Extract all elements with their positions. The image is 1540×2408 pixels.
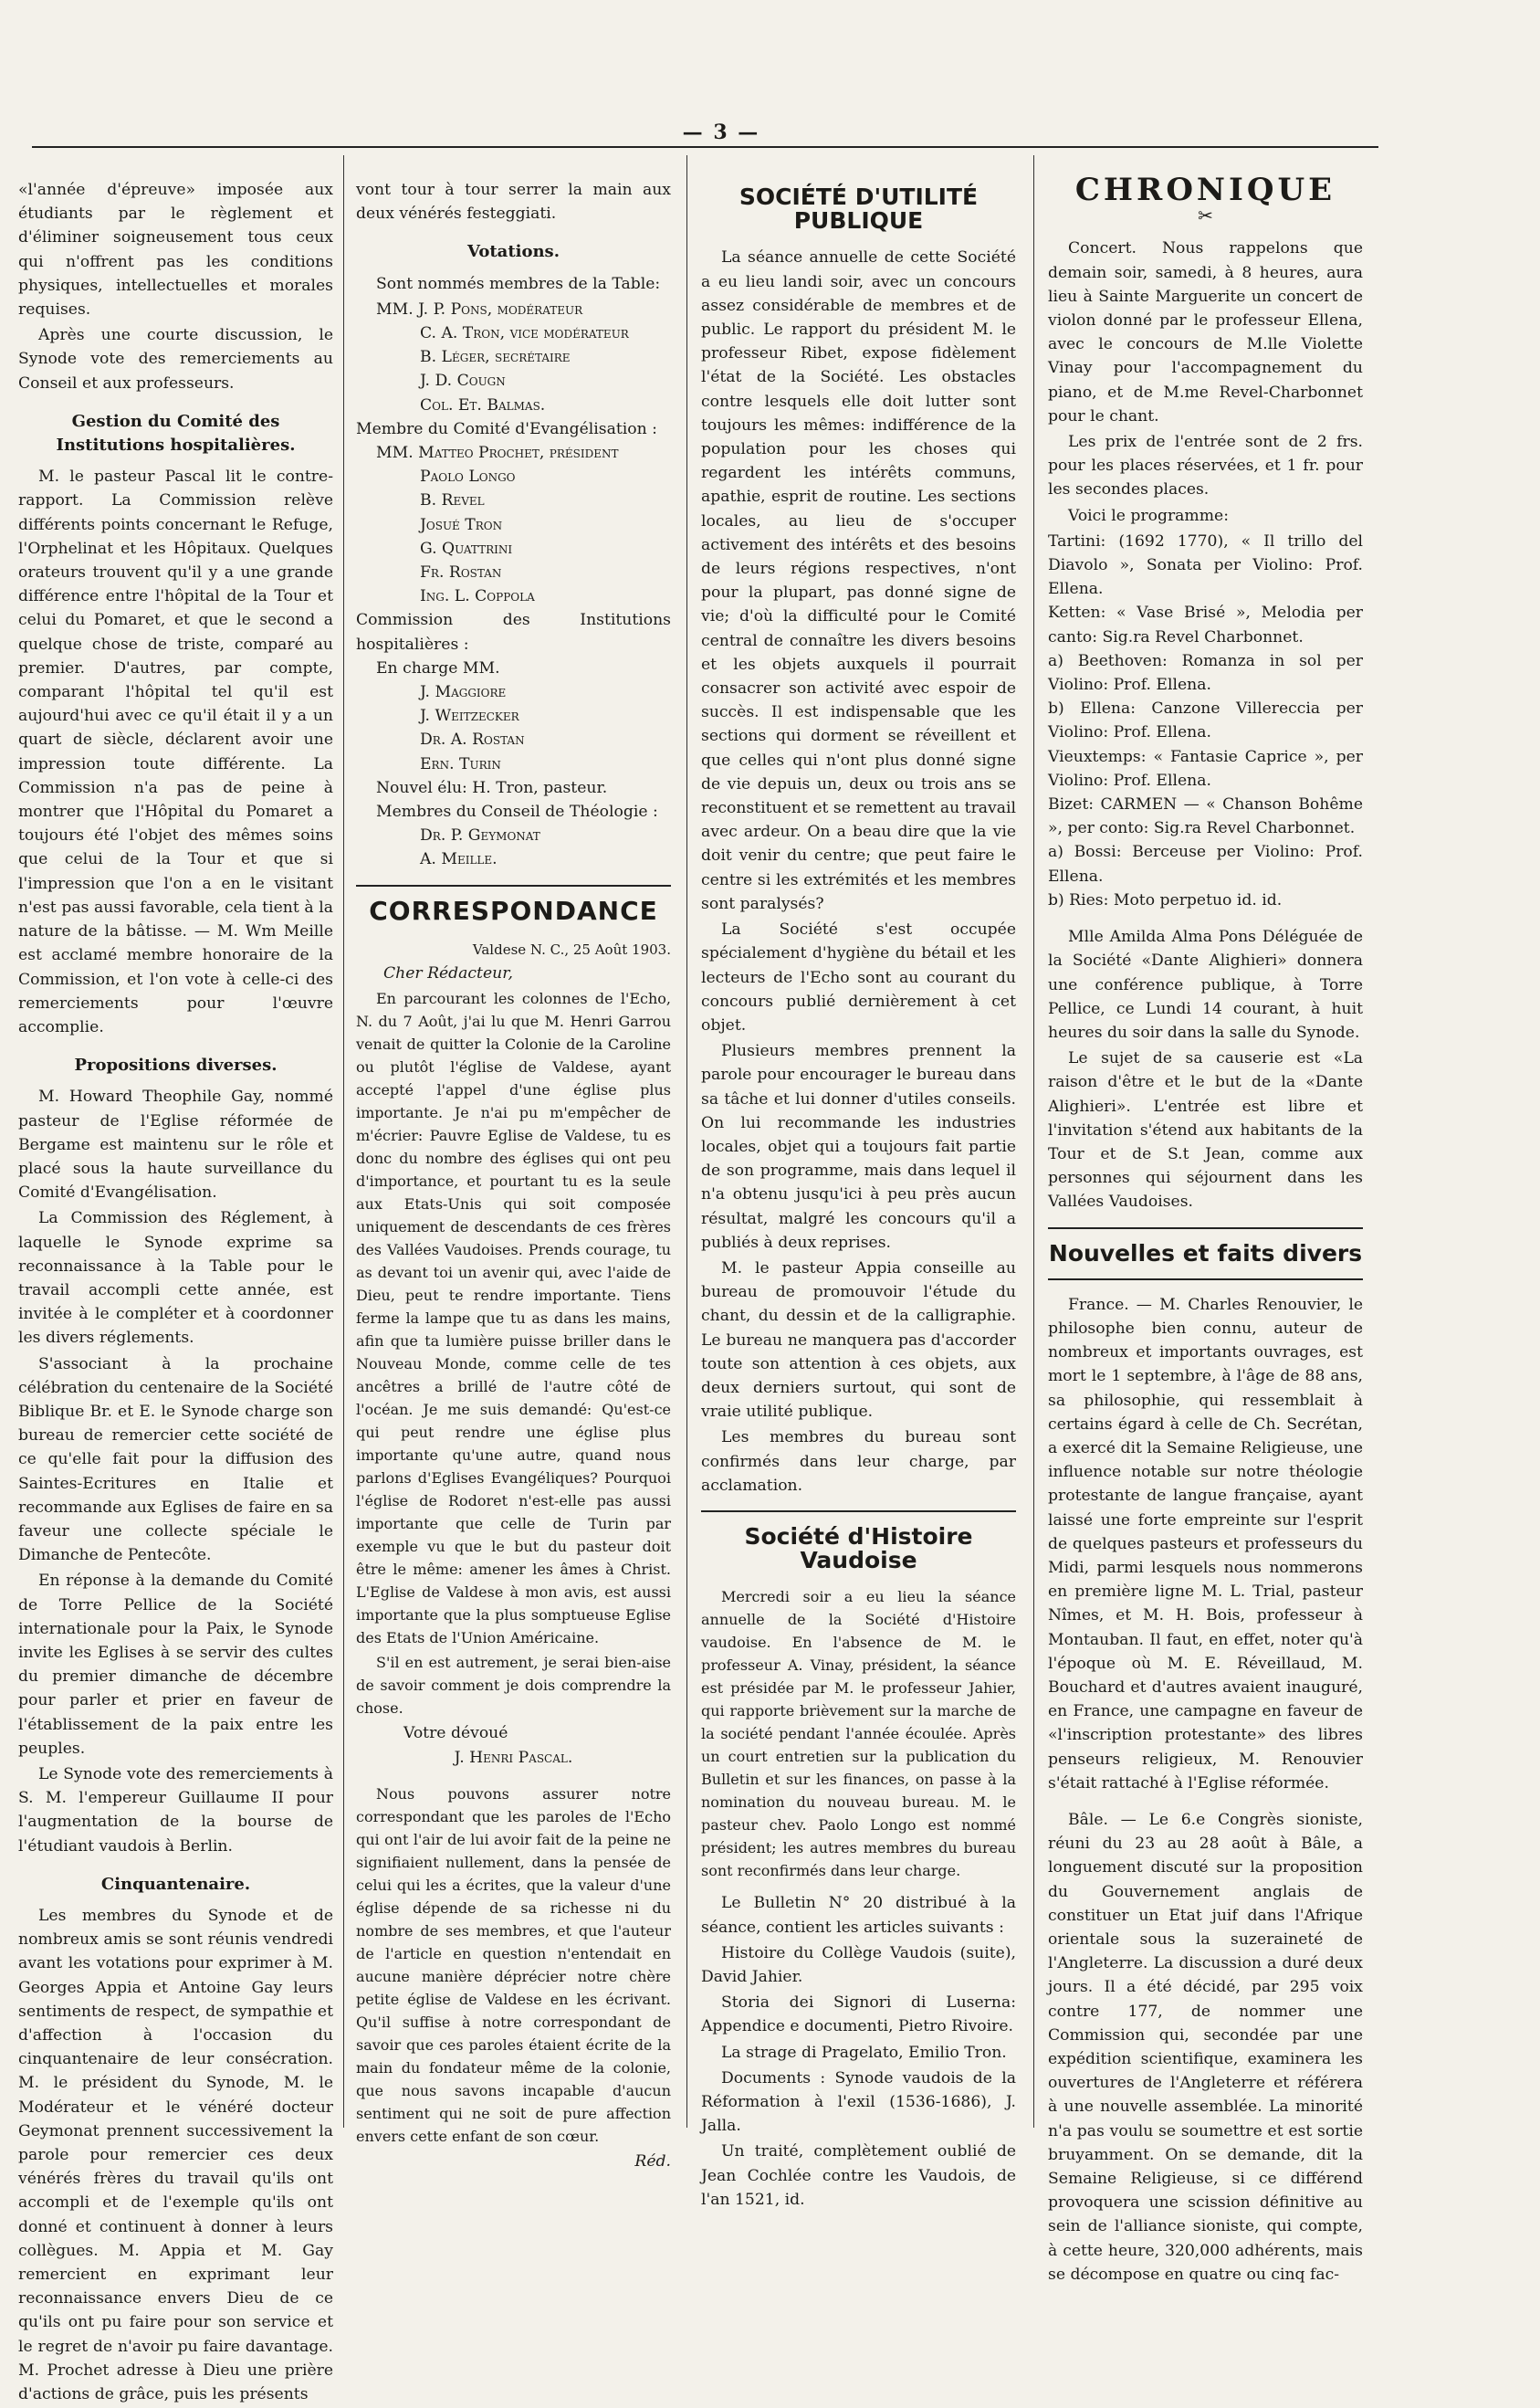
list-item: B. Revel xyxy=(420,491,485,510)
list-item: MM. Matteo Prochet, président xyxy=(376,444,619,463)
list-item: Dr. A. Rostan xyxy=(420,731,525,750)
program-item: Bizet: CARMEN — « Chanson Bohême », per conto: Sig.ra Revel Charbonnet. xyxy=(1048,795,1363,838)
paragraph: Nouvel élu: H. Tron, pasteur. xyxy=(376,778,608,797)
paragraph: Mercredi soir a eu lieu la séance annuelle de la Société d'Histoire vaudoise. En l'absence de M. le professeur A. Vinay, président, la séance est présidée par M. le professeur Jahier, qui rapporte brièvement sur la marche de la société pendant l'année écoulée. Après un court entretien sur la publication du Bulletin et sur les finances, on passe à la nomination du nouveau bureau. M. le pasteur chev. Paolo Longo est nommé président; les autres membres du bureau sont reconfirmés dans leur charge. xyxy=(701,1588,1016,1880)
program-item: Vieuxtemps: « Fantasie Caprice », per Violino: Prof. Ellena. xyxy=(1048,747,1363,790)
paragraph: vont tour à tour serrer la main aux deux vénérés festeggiati. xyxy=(356,181,671,224)
program-item: a) Beethoven: Romanza in sol per Violino: Prof. Ellena. xyxy=(1048,651,1363,695)
section-heading: CORRESPONDANCE xyxy=(369,895,658,926)
list-item: C. A. Tron, vice modérateur xyxy=(420,324,629,343)
letter-greeting: Cher Rédacteur, xyxy=(383,964,513,983)
list-item: J. D. Cougn xyxy=(420,372,506,391)
paragraph: En charge MM. xyxy=(376,658,500,678)
list-item: J. Weitzecker xyxy=(420,707,519,726)
section-heading: Société d'Histoire Vaudoise xyxy=(744,1522,973,1574)
paragraph: Le Bulletin N° 20 distribué à la séance, contient les articles suivants : xyxy=(701,1894,1016,1937)
paragraph: Les membres du bureau sont confirmés dans leur charge, par acclamation. xyxy=(701,1428,1016,1495)
column-3 xyxy=(701,178,1016,2213)
section-heading: CHRONIQUE xyxy=(1074,172,1336,208)
section-heading: SOCIÉTÉ D'UTILITÉ PUBLIQUE xyxy=(739,184,979,235)
column-1 xyxy=(18,178,333,2408)
list-item: J. Maggiore xyxy=(420,683,507,702)
program-item: Ketten: « Vase Brisé », Melodia per canto: Sig.ra Revel Charbonnet. xyxy=(1048,604,1363,647)
section-heading: Votations. xyxy=(467,242,560,262)
paragraph: S'il en est autrement, je serai bien-aise de savoir comment je dois comprendre la chose. xyxy=(356,1654,671,1718)
list-item: Paolo Longo xyxy=(420,468,516,487)
paragraph: Voici le programme: xyxy=(1068,506,1229,525)
section-divider xyxy=(1048,1278,1363,1280)
column-2 xyxy=(356,178,671,2173)
column-divider xyxy=(686,155,687,2128)
paragraph: En parcourant les colonnes de l'Echo, N. du 7 Août, j'ai lu que M. Henri Garrou venait de quitter la Colonie de la Caroline ou plutôt l'église de Valdese, ayant accepté l'appel d'une église plus importante. Je n'ai pu m'empêcher de m'écrier: Pauvre Eglise de Valdese, tu es donc du nombre des églises qui ont peu d'importance, et pourtant tu es la seule aux Etats-Unis qui soit composée uniquement de descendants de ces frères des Vallées Vaudoises. Prends courage, tu as devant toi un avenir qui, avec l'aide de Dieu, peut te rendre importante. Tiens ferme la lampe que tu as dans les mains, afin que ta lumière puisse briller dans le Nouveau Monde, comme celle de tes ancêtres a brillé de l'autre côté de l'océan. Je me suis demandé: Qu'est-ce qui peut rendre une église plus importante qu'une autre, quand nous parlons d'Eglises Evangéliques? Pourquoi l'église de Rodoret n'est-elle pas aussi importante que celle de Turin par exemple vu que le but du pasteur doit être le même: amener les âmes à Christ. L'Eglise de Valdese à mon avis, est aussi importante que la plus somptueuse Eglise des Etats de l'Union Américaine. xyxy=(356,990,671,1647)
program-item: Tartini: (1692 1770), « Il trillo del Diavolo », Sonata per Violino: Prof. Ellena. xyxy=(1048,531,1363,599)
program-item: a) Bossi: Berceuse per Violino: Prof. Ellena. xyxy=(1048,843,1363,886)
program-item: b) Ellena: Canzone Villereccia per Violino: Prof. Ellena. xyxy=(1048,699,1363,742)
section-divider xyxy=(1048,1227,1363,1229)
paragraph: Storia dei Signori di Luserna: Appendice e documenti, Pietro Rivoire. xyxy=(701,1993,1016,2036)
section-divider xyxy=(701,1510,1016,1512)
paragraph: La séance annuelle de cette Société a eu lieu landi soir, avec un concours assez considérable de membres et de public. Le rapport du président M. le professeur Ribet, expose fidèlement l'état de la Société. Les obstacles contre lesquels elle doit lutter sont toujours les mêmes: indifférence de la population pour les choses qui regardent les intérêts communs, apathie, esprit de routine. Les sections locales, au lieu de s'occuper activement des intérêts et des besoins de leurs régions respectives, n'ont pour la plupart, pas donné signe de vie; d'où la difficulté pour le Comité central de connaître les divers besoins et les objets auxquels il pourrait consacrer son activité avec espoir de succès. Il est indispensable que les sections qui dorment se réveillent et que celles qui n'ont plus donné signe de vie depuis un, deux ou trois ans se reconstituent et se remettent au travail avec ardeur. On a beau dire que la vie doit venir du centre; que peut faire le centre si les extrémités et les membres sont paralysés? xyxy=(701,248,1016,913)
paragraph: Commission des Institutions hospitalières : xyxy=(356,611,671,654)
list-item: MM. J. P. Pons, modérateur xyxy=(376,300,583,319)
paragraph: Documents : Synode vaudois de la Réformation à l'exil (1536-1686), J. Jalla. xyxy=(701,2068,1016,2136)
editor-signature: Réd. xyxy=(634,2151,671,2171)
column-divider xyxy=(1033,155,1034,2128)
signature-line: Votre dévoué xyxy=(403,1724,508,1743)
list-item: Ing. L. Coppola xyxy=(420,587,535,606)
letter-date: Valdese N. C., 25 Août 1903. xyxy=(472,941,671,958)
paragraph: La Société s'est occupée spécialement d'hygiène du bétail et les lecteurs de l'Echo sont au courant du concours publié dernièrement à cet objet. xyxy=(701,920,1016,1035)
page-number: — 3 — xyxy=(682,121,760,144)
paragraph: Concert. Nous rappelons que demain soir, samedi, à 8 heures, aura lieu à Sainte Marguerite un concert de violon donné par le professeur Ellena, avec le concours de M.lle Violette Vinay pour l'accompagnement du piano, et de M.me Revel-Charbonnet pour le chant. xyxy=(1048,239,1363,426)
section-heading: Cinquantenaire. xyxy=(100,1874,251,1894)
paragraph: Plusieurs membres prennent la parole pour encourager le bureau dans sa tâche et lui donner d'utiles conseils. On lui recommande les industries locales, objet qui a toujours fait partie de son programme, mais dans lequel il n'a obtenu jusqu'ici à peu près aucun résultat, malgré les concours qu'il a publiés à deux reprises. xyxy=(701,1042,1016,1252)
paragraph: La strage di Pragelato, Emilio Tron. xyxy=(721,2043,1007,2062)
list-item: G. Quattrini xyxy=(420,539,513,558)
column-divider xyxy=(343,155,344,2128)
paragraph: Nous pouvons assurer notre correspondant que les paroles de l'Echo qui ont l'air de lui avoir fait de la peine ne signifiaient nullement, dans la pensée de celui qui les a écrites, que la valeur d'une église dépende de sa richesse ni du nombre de ses membres, et que l'auteur de l'article en question n'entendait en aucune manière déprécier notre chère petite église de Valdese en les écrivant. Qu'il suffise à notre correspondant de savoir que ces paroles étaient écrite de la main du fondateur même de la colonie, que nous savons incapable d'aucun sentiment qui ne soit de pure affection envers cette enfant de son cœur. xyxy=(356,1784,671,2145)
list-item: A. Meille. xyxy=(420,850,498,869)
paragraph: M. le pasteur Appia conseille au bureau de promouvoir l'étude du chant, du dessin et de la calligraphie. Le bureau ne manquera pas d'accorder toute son attention à ces objets, aux deux derniers surtout, qui sont de vraie utilité publique. xyxy=(701,1258,1016,1422)
paragraph: S'associant à la prochaine célébration du centenaire de la Société Biblique Br. et E. le Synode charge son bureau de remercier cette société de ce qu'elle fait pour la diffusion des Saintes-Ecritures en Italie et recommande aux Eglises de faire en sa faveur une collecte spéciale le Dimanche de Pentecôte. xyxy=(18,1354,333,1565)
section-heading: Propositions diverses. xyxy=(74,1056,278,1076)
list-item: Josué Tron xyxy=(420,515,503,534)
paragraph: Membre du Comité d'Evangélisation : xyxy=(356,419,657,438)
paragraph: Un traité, complètement oublié de Jean Cochlée contre les Vaudois, de l'an 1521, id. xyxy=(701,2142,1016,2209)
list-item: Ern. Turin xyxy=(420,754,501,773)
paragraph: France. — M. Charles Renouvier, le philosophe bien connu, auteur de nombreux et importants ouvrages, est mort le 1 septembre, à l'âge de 88 ans, sa philosophie, qui ressemblait à certains égard à celle de Ch. Secrétan, a exercé dit la Semaine Religieuse, une influence notable sur notre théologie protestante de langue française, ayant laissé une forte empreinte sur l'esprit de quelques pasteurs et professeurs du Midi, parmi lesquels nous nommerons en première ligne M. L. Trial, pasteur Nîmes, et M. H. Bois, professeur à Montauban. Il faut, en effet, noter qu'à l'époque où M. E. Réveillaud, M. Bouchard et d'autres avaient inauguré, en France, une campagne en faveur de «l'inscription protestante» des libres penseurs religieux, M. Renouvier s'était rattaché à l'Eglise réformée. xyxy=(1048,1295,1363,1793)
list-item: B. Léger, secrétaire xyxy=(420,348,571,367)
paragraph: Mlle Amilda Alma Pons Déléguée de la Société «Dante Alighieri» donnera une conférence publique, à Torre Pellice, ce Lundi 14 courant, à huit heures du soir dans la salle du Synode. xyxy=(1048,928,1363,1042)
paragraph: Histoire du Collège Vaudois (suite), David Jahier. xyxy=(701,1943,1016,1986)
list-item: Col. Et. Balmas. xyxy=(420,395,546,415)
paragraph: La Commission des Réglement, à laquelle le Synode exprime sa reconnaissance à la Table pour le travail accompli cette année, est invitée à le compléter et à coordonner les divers réglements. xyxy=(18,1209,333,1348)
paragraph: M. le pasteur Pascal lit le contre-rapport. La Commission relève différents points concernant le Refuge, l'Orphelinat et les Hôpitaux. Quelques orateurs trouvent qu'il y a une grande différence entre l'hôpital de la Tour et celui du Pomaret, et que le second a quelque chose de triste, comparé au premier. D'autres, par compte, comparant l'hôpital tel qu'il est aujourd'hui avec ce qu'il était il y a un quart de siècle, déclarent avoir une impression toute différente. La Commission n'a pas de peine à montrer que l'Hôpital du Pomaret a toujours été l'objet des mêmes soins que celui de la Tour et que si l'impression que l'on a en le visitant n'est pas aussi favorable, cela tient à la nature de la bâtisse. — M. Wm Meille est acclamé membre honoraire de la Commission, et l'on vote à celle-ci des remerciements pour l'œuvre accomplie. xyxy=(18,468,333,1036)
paragraph: Après une courte discussion, le Synode vote des remerciements au Conseil et aux professeurs. xyxy=(18,326,333,393)
paragraph: Le Synode vote des remerciements à S. M. l'empereur Guillaume II pour l'augmentation de la bourse de l'étudiant vaudois à Berlin. xyxy=(18,1765,333,1856)
column-4 xyxy=(1048,172,1363,2288)
paragraph: «l'année d'épreuve» imposée aux étudiants par le règlement et d'éliminer soigneusement tous ceux qui n'offrent pas les conditions physiques, intellectuelles et morales requises. xyxy=(18,181,333,320)
section-heading: Gestion du Comité des Institutions hospitalières. xyxy=(56,411,296,456)
paragraph: Les prix de l'entrée sont de 2 frs. pour les places réservées, et 1 fr. pour les secondes places. xyxy=(1048,433,1363,499)
paragraph: Membres du Conseil de Théologie : xyxy=(376,803,658,822)
top-rule xyxy=(32,146,1378,148)
paragraph: Bâle. — Le 6.e Congrès sioniste, réuni du 23 au 28 août à Bâle, a longuement discuté sur la proposition du Gouvernement anglais de constituer un Etat juif dans l'Afrique orientale sous la suzeraineté de l'Angleterre. La discussion a duré deux jours. Il a été décidé, par 295 voix contre 177, de nommer une Commission qui, secondée par une expédition scientifique, examinera les ouvertures de l'Angleterre et référera à une nouvelle assemblée. La minorité n'a pas voulu se soumettre et est sortie bruyamment. On se demande, dit la Semaine Religieuse, si ce différend provoquera une scission définitive au sein de l'alliance sioniste, qui compte, à cette heure, 320,000 adhérents, mais se décompose en quatre ou cinq fac- xyxy=(1048,1811,1363,2284)
paragraph: M. Howard Theophile Gay, nommé pasteur de l'Eglise réformée de Bergame est maintenu sur le rôle et placé sous la haute surveillance du Comité d'Evangélisation. xyxy=(18,1088,333,1203)
list-item: Dr. P. Geymonat xyxy=(420,826,540,846)
section-heading: Nouvelles et faits divers xyxy=(1048,1239,1363,1267)
paragraph: En réponse à la demande du Comité de Torre Pellice de la Société internationale pour la Paix, le Synode invite les Eglises à se servir des cultes du premier dimanche de décembre pour parler et prier en faveur de l'établissement de la paix entre les peuples. xyxy=(18,1572,333,1758)
ornament-icon: ✂ xyxy=(1198,205,1213,227)
section-divider xyxy=(356,885,671,887)
signature-name: J. Henri Pascal. xyxy=(454,1748,573,1767)
paragraph: Le sujet de sa causerie est «La raison d'être et le but de la «Dante Alighieri». L'entrée est libre et l'invitation s'étend aux habitants de la Tour et de S.t Jean, comme aux personnes qui séjournent dans les Vallées Vaudoises. xyxy=(1048,1049,1363,1212)
program-item: b) Ries: Moto perpetuo id. id. xyxy=(1048,890,1283,910)
paragraph: Sont nommés membres de la Table: xyxy=(376,274,661,293)
paragraph: Les membres du Synode et de nombreux amis se sont réunis vendredi avant les votations pour exprimer à M. Georges Appia et Antoine Gay leurs sentiments de respect, de sympathie et d'affection à l'occasion du cinquantenaire de leur consécration. M. le président du Synode, M. le Modérateur et le vénéré docteur Geymonat prennent successivement la parole pour remercier ces deux vénérés frères du travail qu'ils ont accompli et de l'exemple qu'ils ont donné et continuent à donner à leurs collègues. M. Appia et M. Gay remercient en exprimant leur reconnaissance envers Dieu de ce qu'ils ont pu faire pour son service et le regret de n'avoir pu faire davantage. M. Prochet adresse à Dieu une prière d'actions de grâce, puis les présents xyxy=(18,1907,333,2404)
list-item: Fr. Rostan xyxy=(420,563,502,583)
